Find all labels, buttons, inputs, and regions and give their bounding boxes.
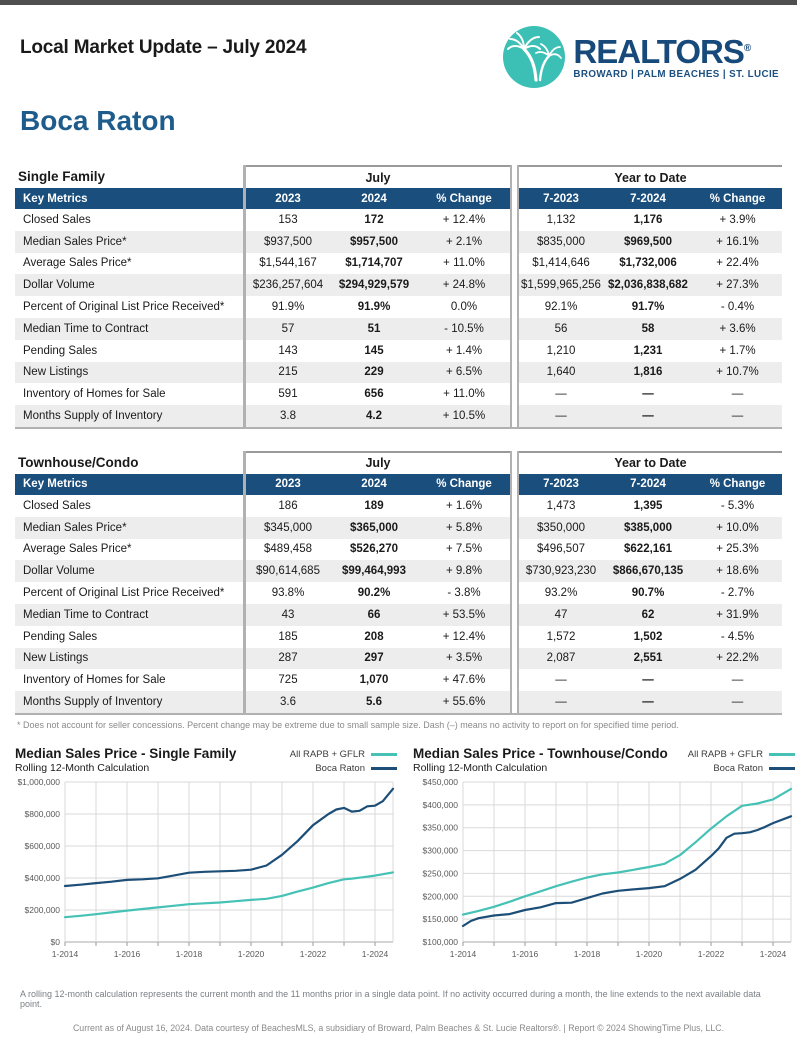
metric-value: — <box>642 388 654 401</box>
metric-value: + 22.4% <box>716 257 759 270</box>
table-row <box>15 253 782 275</box>
report-header <box>0 5 797 89</box>
metric-value: $866,670,135 <box>603 560 693 582</box>
metric-value: 3.8 <box>246 405 330 427</box>
legend-swatch <box>371 753 397 756</box>
metric-value: + 11.0% <box>443 388 485 401</box>
chart-subtitle: Rolling 12-Month Calculation <box>413 761 548 774</box>
chart-median-sf <box>15 746 401 979</box>
svg-text:1-2014: 1-2014 <box>51 948 79 959</box>
metric-value: 93.8% <box>271 587 305 600</box>
metric-value: + 1.6% <box>445 499 483 512</box>
metric-value: $1,599,965,256 <box>519 274 603 296</box>
table-row <box>15 362 782 384</box>
table-body <box>15 495 782 713</box>
group-header-july: July <box>246 165 510 188</box>
metric-value: 57 <box>246 318 330 340</box>
metric-value: + 55.6% <box>418 691 510 713</box>
metric-label: Median Sales Price* <box>15 517 243 539</box>
svg-text:1-2016: 1-2016 <box>511 948 539 959</box>
metric-value: — <box>555 674 567 687</box>
column-header: % Change <box>693 188 782 209</box>
chart-title: Median Sales Price - Townhouse/Condo <box>413 745 668 761</box>
metric-value: + 1.4% <box>445 344 483 357</box>
table-row <box>15 495 782 517</box>
report-title: Local Market Update – July 2024 <box>20 37 307 58</box>
metric-label: Inventory of Homes for Sale <box>23 388 166 401</box>
metric-value: 185 <box>278 630 298 643</box>
metric-value: 91.9% <box>357 301 391 314</box>
metric-value: $1,544,167 <box>259 257 317 270</box>
metric-value: — <box>603 691 693 713</box>
legend-swatch <box>769 767 795 770</box>
metric-value: + 12.4% <box>442 630 486 643</box>
metric-value: 1,502 <box>633 630 663 643</box>
realtors-logo <box>502 25 779 89</box>
table-footnote: * Does not account for seller concessions. Percent change may be extreme due to small sample size. Dash (–) means no activity to report on for specified time period. <box>17 719 679 730</box>
chart-median-tc <box>413 746 797 979</box>
chart-canvas <box>15 774 401 974</box>
svg-text:1-2016: 1-2016 <box>113 948 141 959</box>
metric-value: + 1.7% <box>719 344 756 357</box>
metric-label: Closed Sales <box>23 499 91 512</box>
metric-value: 1,132 <box>546 213 576 226</box>
column-header: % Change <box>418 188 510 209</box>
metric-value: 90.2% <box>357 587 391 600</box>
table-row <box>15 209 782 231</box>
metric-value: — <box>603 405 693 427</box>
table-row <box>15 340 782 362</box>
column-header: 2024 <box>330 188 418 209</box>
townhouse-condo-table <box>15 451 782 715</box>
table-row <box>15 648 782 670</box>
metric-value: + 53.5% <box>418 604 510 626</box>
metric-label: Closed Sales <box>23 213 91 226</box>
column-header: 7-2024 <box>603 474 693 495</box>
table-body <box>15 209 782 427</box>
metric-value: 1,070 <box>359 674 389 687</box>
metric-value: + 9.8% <box>418 560 510 582</box>
metric-value: + 25.3% <box>716 543 759 556</box>
chart-footnote: A rolling 12-month calculation represents the current month and the 11 months prior in a single data point. If no activity occurred during a month, the line extends to the next available data point. <box>20 988 761 1009</box>
metric-value: 90.7% <box>631 587 665 600</box>
metric-value: — <box>693 691 782 713</box>
table-row <box>15 296 782 318</box>
charts-section <box>15 745 787 979</box>
metric-value: 1,395 <box>633 499 663 512</box>
metric-value: — <box>519 691 603 713</box>
metric-label: Median Sales Price* <box>15 231 243 253</box>
metric-value: + 10.5% <box>418 405 510 427</box>
chart-canvas <box>413 774 797 974</box>
metric-label: Inventory of Homes for Sale <box>23 674 166 687</box>
table-title: Single Family <box>18 169 106 184</box>
svg-text:1-2020: 1-2020 <box>237 948 265 959</box>
metric-value: $90,614,685 <box>246 560 330 582</box>
metric-value: - 10.5% <box>418 318 510 340</box>
metric-value: + 18.6% <box>693 560 782 582</box>
table-title: Townhouse/Condo <box>18 454 139 470</box>
registered-mark: ® <box>743 42 751 54</box>
metric-value: + 11.0% <box>443 257 485 270</box>
legend-item <box>688 749 795 760</box>
metric-value: + 10.7% <box>693 362 782 384</box>
metric-value: 3.6 <box>246 691 330 713</box>
legend-label: Boca Raton <box>315 762 365 774</box>
svg-text:1-2014: 1-2014 <box>449 948 477 959</box>
metric-value: 1,640 <box>519 362 603 384</box>
metric-value: 43 <box>246 604 330 626</box>
metric-value: + 3.9% <box>719 213 756 226</box>
brand-name: REALTORS® <box>573 32 751 70</box>
metric-value: + 47.6% <box>442 674 486 687</box>
metric-value: $489,458 <box>264 543 312 556</box>
svg-text:$250,000: $250,000 <box>422 868 458 879</box>
metric-value: 215 <box>246 362 330 384</box>
svg-text:$300,000: $300,000 <box>422 845 458 856</box>
legend-swatch <box>769 753 795 756</box>
metric-value: 186 <box>278 499 298 512</box>
metric-value: $526,270 <box>350 543 398 556</box>
metric-value: — <box>693 405 782 427</box>
group-header-july: July <box>246 451 510 474</box>
metric-value: 0.0% <box>450 301 478 314</box>
metric-value: $385,000 <box>603 517 693 539</box>
chart-subtitle: Rolling 12-Month Calculation <box>15 761 150 774</box>
metric-value: $835,000 <box>519 231 603 253</box>
svg-text:$0: $0 <box>50 936 60 947</box>
metric-value: 66 <box>330 604 418 626</box>
metric-value: — <box>731 388 744 401</box>
metric-label: Median Time to Contract <box>15 604 243 626</box>
metric-value: 208 <box>364 630 384 643</box>
metric-value: + 12.4% <box>442 213 486 226</box>
svg-text:1-2018: 1-2018 <box>573 948 601 959</box>
metric-value: $350,000 <box>519 517 603 539</box>
svg-text:$200,000: $200,000 <box>422 891 458 902</box>
metric-value: - 2.7% <box>720 587 755 600</box>
svg-text:1-2022: 1-2022 <box>299 948 327 959</box>
legend-label: All RAPB + GFLR <box>687 748 763 760</box>
metric-value: + 16.1% <box>693 231 782 253</box>
metric-value: $730,923,230 <box>519 560 603 582</box>
metric-label: Percent of Original List Price Received* <box>23 587 225 600</box>
svg-text:$150,000: $150,000 <box>422 914 458 925</box>
table-row <box>15 231 782 253</box>
svg-text:$1,000,000: $1,000,000 <box>17 776 60 787</box>
metric-label: Pending Sales <box>23 630 98 643</box>
svg-text:$600,000: $600,000 <box>24 840 60 851</box>
table-row <box>15 517 782 539</box>
metric-value: - 3.8% <box>447 587 481 600</box>
metric-value: $622,161 <box>624 543 672 556</box>
metric-label: Median Time to Contract <box>15 318 243 340</box>
metric-label: Months Supply of Inventory <box>15 405 243 427</box>
legend-item <box>290 749 397 760</box>
metric-value: $294,929,579 <box>330 274 418 296</box>
metric-value: 47 <box>519 604 603 626</box>
table-row <box>15 604 782 626</box>
metric-value: 591 <box>278 388 298 401</box>
metric-value: — <box>555 388 567 401</box>
metric-value: $99,464,993 <box>330 560 418 582</box>
metric-value: + 24.8% <box>418 274 510 296</box>
legend-swatch <box>371 767 397 770</box>
legend-label: Boca Raton <box>713 762 763 774</box>
metric-label: New Listings <box>15 648 243 670</box>
metric-value: 287 <box>246 648 330 670</box>
metric-value: — <box>642 674 654 687</box>
metric-value: $1,714,707 <box>345 257 403 270</box>
metric-label: Average Sales Price* <box>23 257 132 270</box>
metric-value: 4.2 <box>330 405 418 427</box>
metric-value: 1,816 <box>603 362 693 384</box>
svg-text:$800,000: $800,000 <box>24 808 60 819</box>
metric-value: 153 <box>278 213 298 226</box>
metric-value: 725 <box>278 674 298 687</box>
table-row <box>15 318 782 340</box>
metric-value: 172 <box>364 213 384 226</box>
single-family-table <box>15 165 782 429</box>
metric-label: Dollar Volume <box>15 560 243 582</box>
metric-value: + 6.5% <box>418 362 510 384</box>
table-row <box>15 669 782 691</box>
column-header: 2023 <box>246 188 330 209</box>
table-row <box>15 691 782 713</box>
metric-value: $1,732,006 <box>619 257 677 270</box>
metric-value: + 7.5% <box>445 543 483 556</box>
palm-circle-icon <box>502 25 566 89</box>
table-row <box>15 539 782 561</box>
svg-text:1-2024: 1-2024 <box>759 948 787 959</box>
metric-value: + 27.3% <box>693 274 782 296</box>
metric-value: 58 <box>603 318 693 340</box>
metric-value: 189 <box>364 499 384 512</box>
metric-value: - 5.3% <box>720 499 755 512</box>
column-header: 7-2023 <box>519 188 603 209</box>
metric-value: $345,000 <box>246 517 330 539</box>
metric-value: 1,210 <box>546 344 576 357</box>
metric-value: 51 <box>330 318 418 340</box>
table-row <box>15 560 782 582</box>
metric-value: 1,231 <box>633 344 663 357</box>
metric-value: 62 <box>603 604 693 626</box>
svg-text:1-2018: 1-2018 <box>175 948 203 959</box>
metric-value: + 10.0% <box>693 517 782 539</box>
metric-value: 145 <box>364 344 384 357</box>
metric-value: + 2.1% <box>418 231 510 253</box>
svg-text:$450,000: $450,000 <box>422 776 458 787</box>
metric-value: 91.7% <box>631 301 665 314</box>
metric-value: $236,257,604 <box>246 274 330 296</box>
metric-label: Average Sales Price* <box>23 543 132 556</box>
legend-label: All RAPB + GFLR <box>289 748 365 760</box>
metric-value: 92.1% <box>544 301 578 314</box>
metric-value: 1,176 <box>633 213 663 226</box>
metric-value: $957,500 <box>330 231 418 253</box>
legend <box>290 749 397 774</box>
metric-value: + 3.5% <box>418 648 510 670</box>
column-header: % Change <box>418 474 510 495</box>
svg-text:$400,000: $400,000 <box>422 799 458 810</box>
group-header-ytd: Year to Date <box>519 451 782 474</box>
metric-value: — <box>731 674 744 687</box>
legend-item <box>315 763 397 774</box>
column-header: % Change <box>693 474 782 495</box>
metric-value: $969,500 <box>603 231 693 253</box>
metric-value: + 22.2% <box>693 648 782 670</box>
metric-value: 91.9% <box>271 301 305 314</box>
metric-value: $496,507 <box>537 543 585 556</box>
table-row <box>15 274 782 296</box>
table-row <box>15 582 782 604</box>
column-header: 7-2023 <box>519 474 603 495</box>
metric-value: 297 <box>330 648 418 670</box>
group-header-ytd: Year to Date <box>519 165 782 188</box>
metric-value: $365,000 <box>330 517 418 539</box>
metric-label: Dollar Volume <box>15 274 243 296</box>
metric-value: + 3.6% <box>693 318 782 340</box>
column-header: 2023 <box>246 474 330 495</box>
metric-value: 143 <box>278 344 298 357</box>
metric-value: $2,036,838,682 <box>603 274 693 296</box>
svg-text:$350,000: $350,000 <box>422 822 458 833</box>
svg-text:1-2020: 1-2020 <box>635 948 663 959</box>
report-credit: Current as of August 16, 2024. Data courtesy of BeachesMLS, a subsidiary of Broward, Palm Beaches & St. Lucie Realtors®. | Report © 2024 ShowingTime Plus, LLC. <box>72 1022 725 1033</box>
metric-value: 1,572 <box>546 630 576 643</box>
metric-value: 56 <box>519 318 603 340</box>
metric-label: Pending Sales <box>23 344 98 357</box>
table-row <box>15 626 782 648</box>
svg-text:1-2022: 1-2022 <box>697 948 725 959</box>
metric-value: 1,473 <box>546 499 576 512</box>
table-row <box>15 405 782 427</box>
column-header: 7-2024 <box>603 188 693 209</box>
metric-value: - 4.5% <box>720 630 755 643</box>
brand-regions: BROWARD | PALM BEACHES | ST. LUCIE <box>573 68 779 80</box>
metric-value: $937,500 <box>246 231 330 253</box>
column-header: 2024 <box>330 474 418 495</box>
metric-value: + 5.8% <box>418 517 510 539</box>
legend-item <box>713 763 795 774</box>
metric-label: New Listings <box>15 362 243 384</box>
column-header: Key Metrics <box>15 474 243 495</box>
metric-value: 229 <box>330 362 418 384</box>
metric-value: 5.6 <box>330 691 418 713</box>
legend <box>688 749 795 774</box>
metric-label: Months Supply of Inventory <box>15 691 243 713</box>
column-header: Key Metrics <box>15 188 243 209</box>
metric-label: Percent of Original List Price Received* <box>23 301 225 314</box>
chart-title: Median Sales Price - Single Family <box>15 745 237 761</box>
table-row <box>15 383 782 405</box>
svg-text:$200,000: $200,000 <box>24 904 60 915</box>
city-title: Boca Raton <box>20 105 176 136</box>
metric-value: — <box>519 405 603 427</box>
metric-value: 2,551 <box>603 648 693 670</box>
svg-text:$100,000: $100,000 <box>422 936 458 947</box>
metric-value: 93.2% <box>544 587 578 600</box>
svg-text:$400,000: $400,000 <box>24 872 60 883</box>
metric-value: 656 <box>364 388 384 401</box>
metric-value: 2,087 <box>519 648 603 670</box>
svg-text:1-2024: 1-2024 <box>361 948 389 959</box>
metric-value: - 0.4% <box>720 301 755 314</box>
metric-value: + 31.9% <box>693 604 782 626</box>
metric-value: $1,414,646 <box>532 257 590 270</box>
